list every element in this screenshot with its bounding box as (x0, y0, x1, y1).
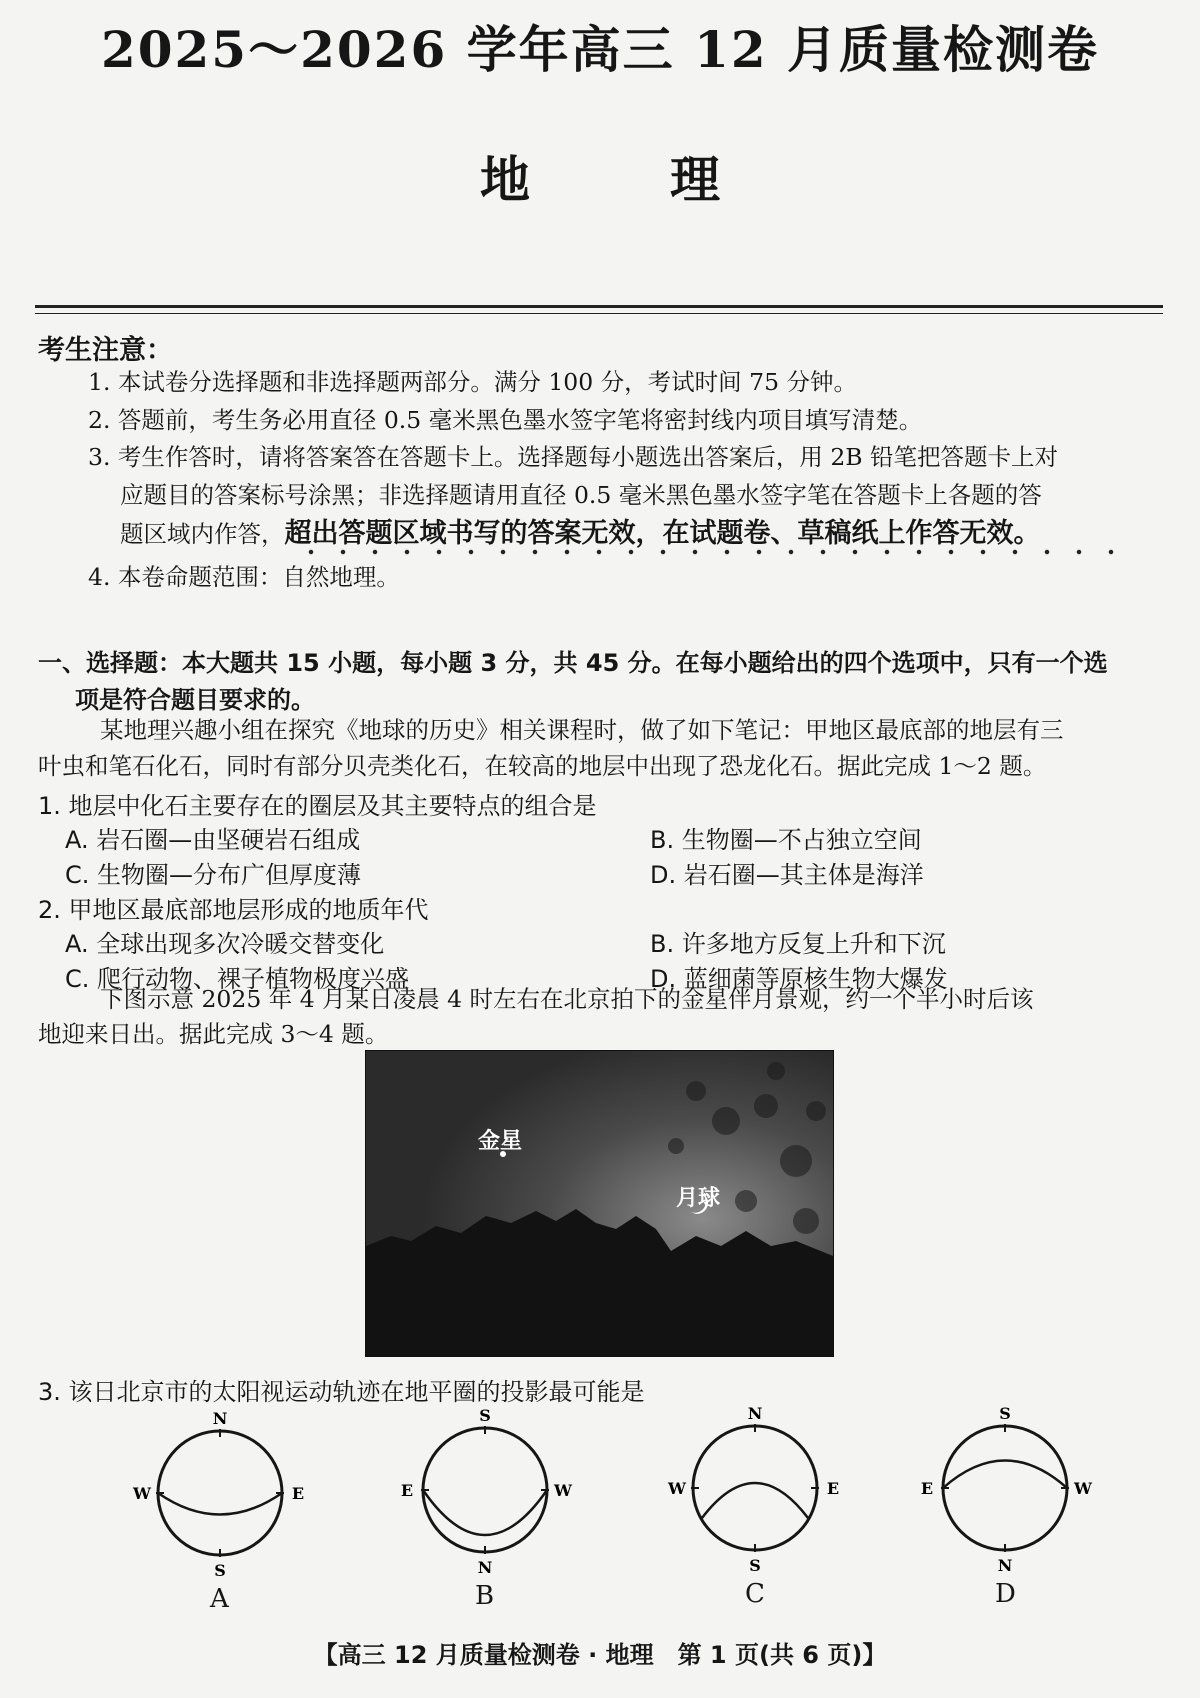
diagram-a[interactable] (120, 1408, 320, 1618)
diagram-d[interactable] (905, 1403, 1105, 1613)
page-footer: 【高三 12 月质量检测卷 · 地理 第 1 页(共 6 页)】 (313, 1641, 887, 1669)
sun-path-diagram-a (120, 1408, 320, 1578)
section-heading-1: 一、选择题：本大题共 15 小题，每小题 3 分，共 45 分。在每小题给出的四个选项中，只有一个选 (38, 649, 1108, 677)
diagram-b-right-label: W (554, 1481, 572, 1500)
question-2-option-d[interactable]: D. 蓝细菌等原核生物大爆发 (650, 965, 948, 993)
header-rule-thick (35, 305, 1163, 308)
diagram-a-bottom-label: S (214, 1561, 226, 1578)
passage-2-line-2: 地迎来日出。据此完成 3～4 题。 (38, 1020, 389, 1048)
question-2-stem: 2. 甲地区最底部地层形成的地质年代 (38, 896, 429, 924)
diagram-a-left-label: W (133, 1484, 151, 1503)
passage-1-line-2: 叶虫和笔石化石，同时有部分贝壳类化石，在较高的地层中出现了恐龙化石。据此完成 1～2 题。 (38, 752, 1047, 780)
notice-item-3-prefix: 题区域内作答， (120, 520, 285, 548)
sun-path-diagram-d (905, 1403, 1105, 1573)
question-1-option-d[interactable]: D. 岩石圈—其主体是海洋 (650, 861, 924, 889)
emphasis-dots (295, 549, 1115, 555)
night-sky-illustration (366, 1051, 833, 1356)
venus-moon-photo (365, 1050, 834, 1357)
diagram-c-right-label: E (826, 1479, 840, 1498)
diagram-b-letter: B (475, 1581, 495, 1611)
question-3-stem: 3. 该日北京市的太阳视运动轨迹在地平圈的投影最可能是 (38, 1378, 645, 1406)
diagram-b-left-label: E (400, 1481, 414, 1500)
moon-label: 月球 (676, 1186, 721, 1211)
exam-title: 2025～2026 学年高三 12 月质量检测卷 (100, 20, 1100, 79)
question-1-option-a[interactable]: A. 岩石圈—由坚硬岩石组成 (65, 826, 361, 854)
sun-path-diagram-b (385, 1405, 585, 1575)
question-1-option-c[interactable]: C. 生物圈—分布广但厚度薄 (65, 861, 362, 889)
header-rule-thin (35, 313, 1163, 314)
question-1-option-b[interactable]: B. 生物圈—不占独立空间 (650, 826, 922, 854)
diagram-c-bottom-label: S (749, 1556, 761, 1573)
venus-label: 金星 (478, 1129, 523, 1154)
question-2-option-c[interactable]: C. 爬行动物、裸子植物极度兴盛 (65, 965, 410, 993)
diagram-d-bottom-label: N (997, 1556, 1013, 1573)
diagram-b[interactable] (385, 1405, 585, 1615)
diagram-a-letter: A (210, 1584, 229, 1614)
question-2-option-a[interactable]: A. 全球出现多次冷暖交替变化 (65, 930, 385, 958)
passage-2-line-1: 下图示意 2025 年 4 月某日凌晨 4 时左右在北京拍下的金星伴月景观，约一个半小时后该 (100, 985, 1034, 1013)
diagram-c[interactable] (655, 1403, 855, 1613)
notice-item-1: 1. 本试卷分选择题和非选择题两部分。满分 100 分，考试时间 75 分钟。 (88, 368, 858, 396)
subject-char-1: 地 (480, 150, 530, 209)
notice-title: 考生注意： (38, 335, 173, 366)
question-2-option-b[interactable]: B. 许多地方反复上升和下沉 (650, 930, 946, 958)
diagram-b-top-label: S (479, 1406, 491, 1425)
diagram-d-letter: D (995, 1579, 1016, 1609)
question-1-stem: 1. 地层中化石主要存在的圈层及其主要特点的组合是 (38, 792, 597, 820)
diagram-b-bottom-label: N (477, 1558, 493, 1575)
sun-path-diagram-c (655, 1403, 855, 1573)
diagram-c-left-label: W (668, 1479, 686, 1498)
diagram-c-letter: C (745, 1579, 765, 1609)
diagram-c-top-label: N (747, 1404, 763, 1423)
notice-emphasis: 超出答题区域书写的答案无效，在试题卷、草稿纸上作答无效。 (284, 518, 1041, 549)
section-heading-2: 项是符合题目要求的。 (75, 686, 315, 714)
diagram-a-right-label: E (291, 1484, 305, 1503)
notice-item-3-cont2 (120, 518, 1041, 550)
diagram-d-left-label: E (920, 1479, 934, 1498)
notice-item-3-cont: 应题目的答案标号涂黑；非选择题请用直径 0.5 毫米黑色墨水签字笔在答题卡上各题的答 (120, 481, 1042, 509)
subject-char-2: 理 (670, 150, 720, 209)
notice-item-4: 4. 本卷命题范围：自然地理。 (88, 563, 400, 591)
subject-title (0, 140, 1200, 212)
diagram-d-top-label: S (999, 1404, 1011, 1423)
notice-item-2: 2. 答题前，考生务必用直径 0.5 毫米黑色墨水签字笔将密封线内项目填写清楚。 (88, 406, 923, 434)
diagram-d-right-label: W (1074, 1479, 1092, 1498)
diagram-a-top-label: N (212, 1409, 228, 1428)
passage-1-line-1: 某地理兴趣小组在探究《地球的历史》相关课程时，做了如下笔记：甲地区最底部的地层有三 (100, 716, 1064, 744)
notice-item-3: 3. 考生作答时，请将答案答在答题卡上。选择题每小题选出答案后，用 2B 铅笔把答题卡上对 (88, 443, 1059, 471)
